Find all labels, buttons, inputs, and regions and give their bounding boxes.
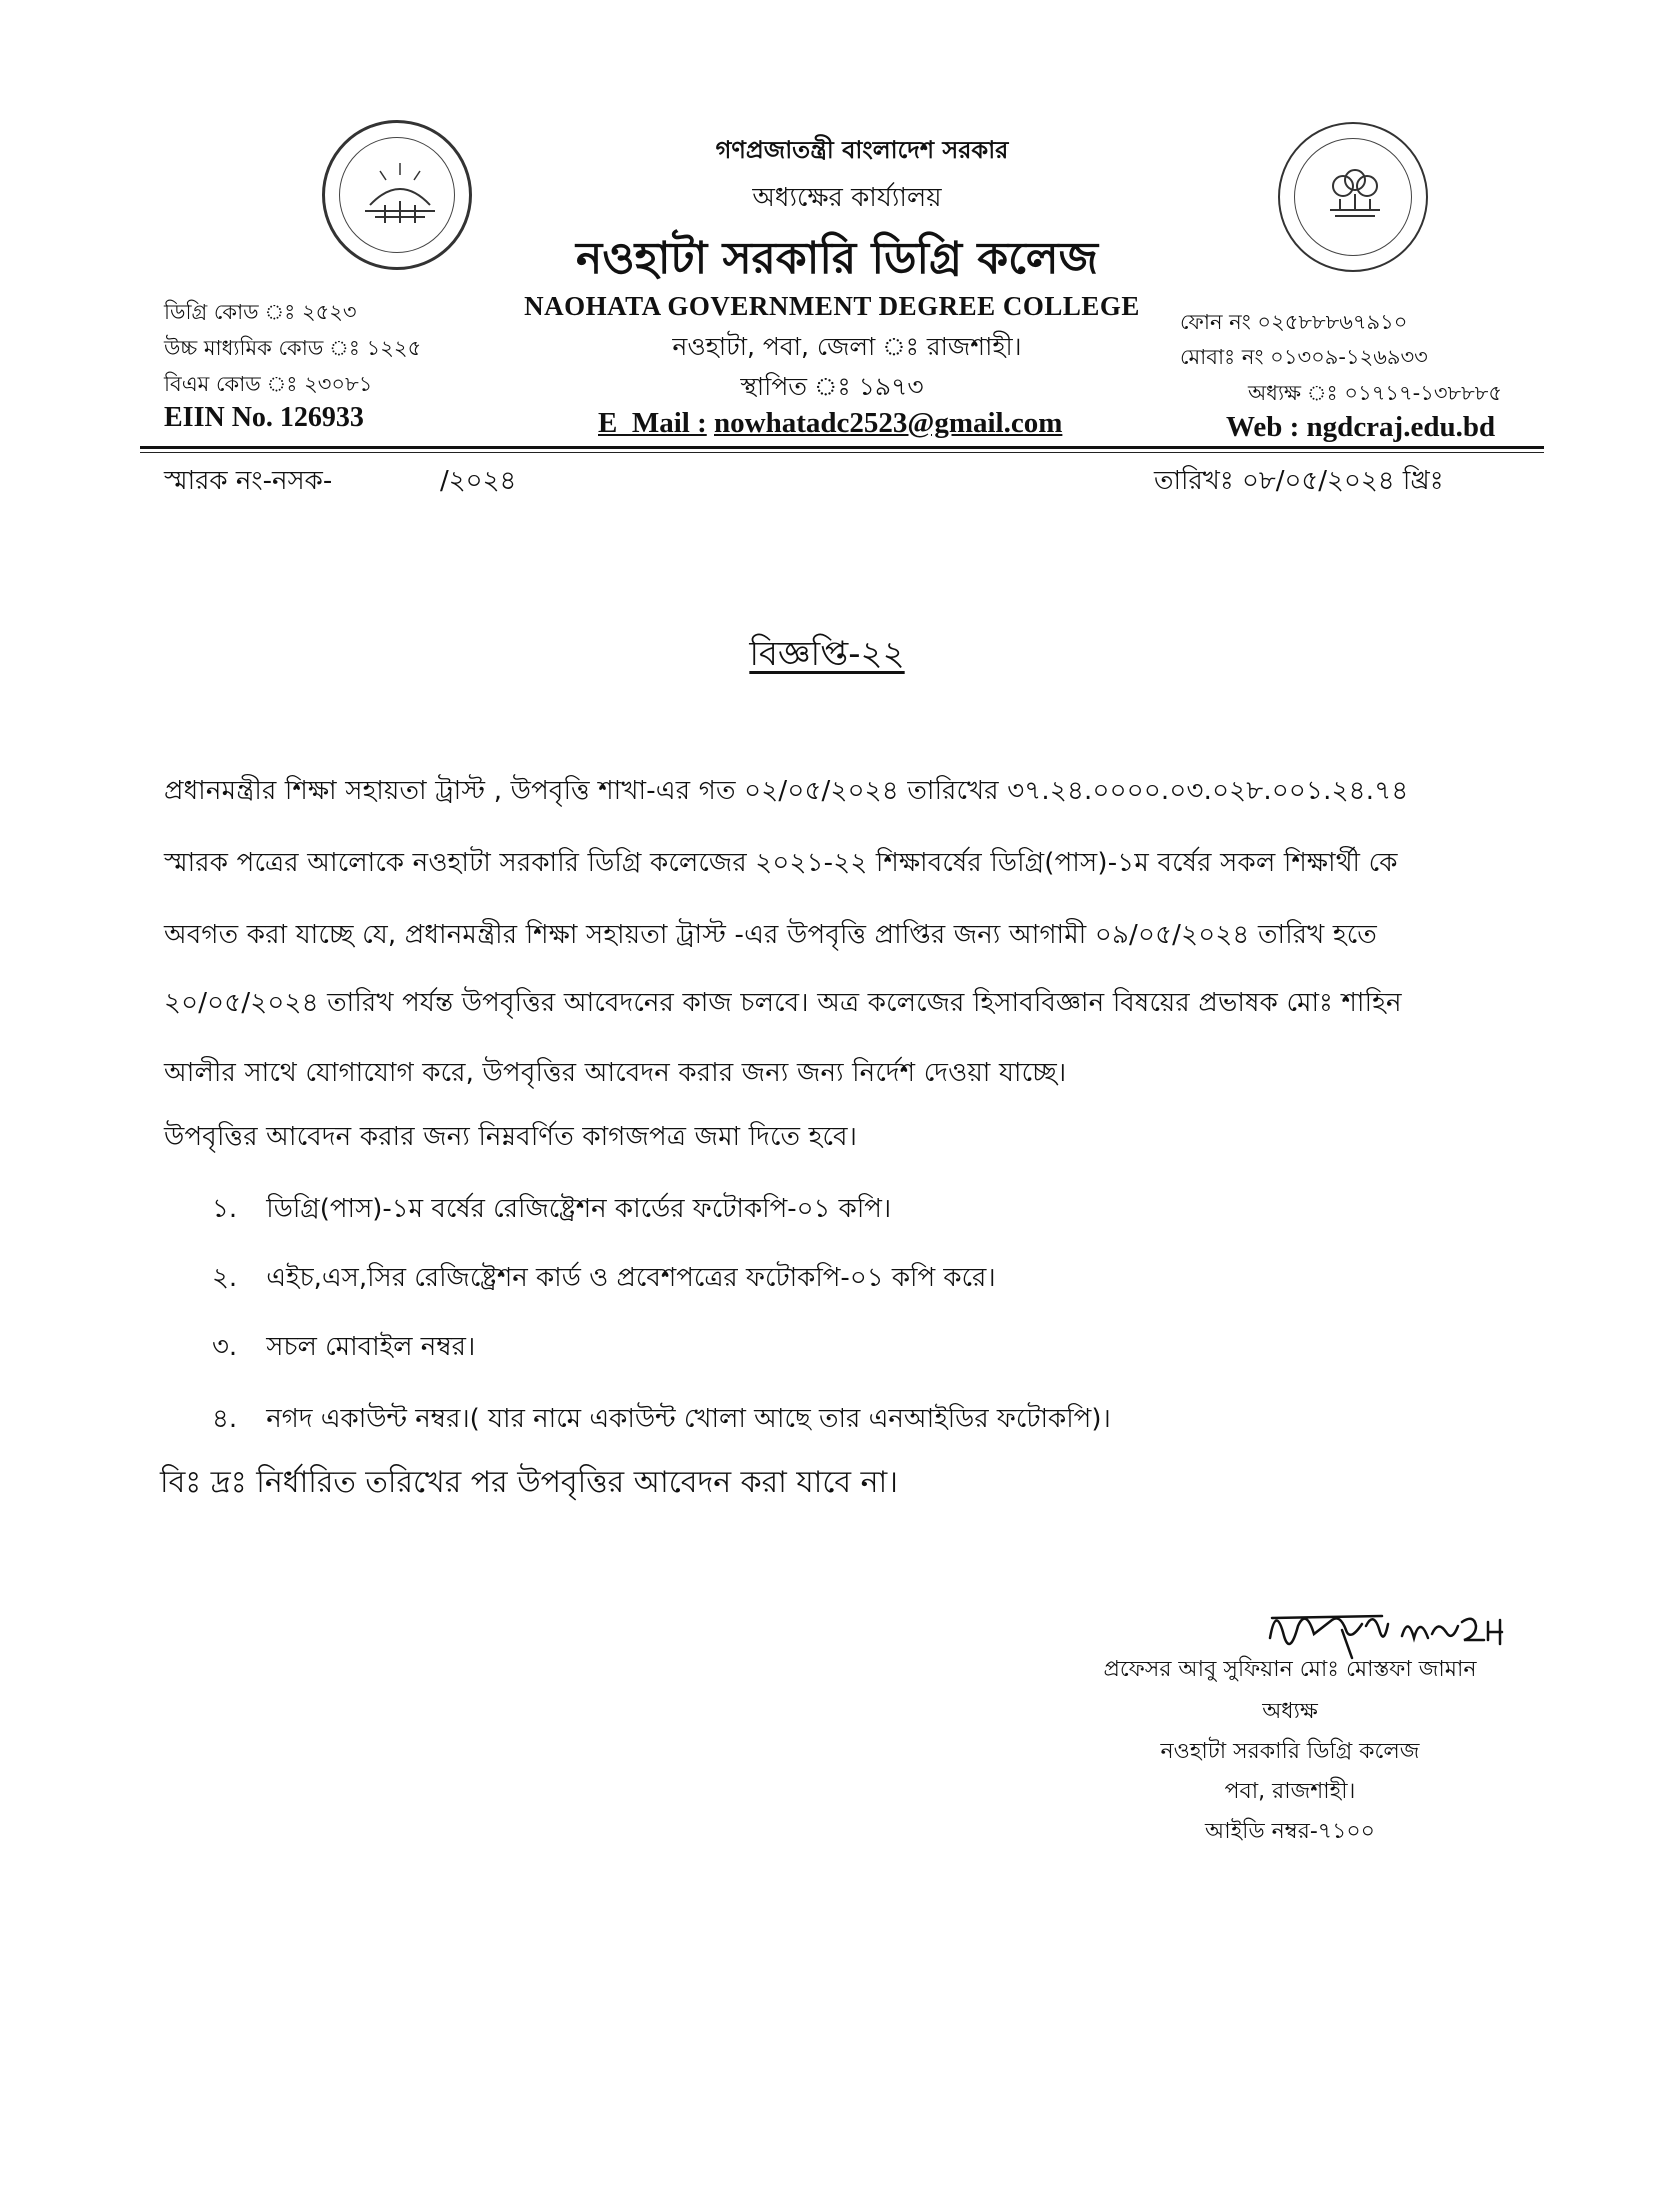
list-item-number: ১. [212,1194,238,1224]
email-line [598,407,1062,440]
bm-code: বিএম কোড ঃ ২৩০৮১ [164,372,373,396]
notice-title: বিজ্ঞপ্তি-২২ [749,634,905,674]
established-year: স্থাপিত ঃ ১৯৭৩ [740,372,924,401]
signatory-designation: অধ্যক্ষ [1262,1699,1318,1724]
email-address[interactable]: nowhatadc2523@gmail.com [714,407,1063,439]
college-address: নওহাটা, পবা, জেলা ঃ রাজশাহী। [672,332,1022,361]
list-item [212,1326,475,1370]
office-line: অধ্যক্ষের কার্য্যালয় [752,183,942,213]
list-item-number: ৪. [212,1404,238,1434]
memo-date: তারিখঃ ০৮/০৫/২০২৪ খ্রিঃ [1154,466,1444,496]
list-item [212,1257,996,1301]
list-item [212,1398,1111,1442]
memo-year: /২০২৪ [440,466,517,496]
mobile-number: মোবাঃ নং ০১৩০৯-১২৬৯৩৩ [1180,345,1428,369]
nb-note: বিঃ দ্রঃ নির্ধারিত তরিখের পর উপবৃত্তির আবেদন করা যাবে না। [160,1465,898,1500]
signatory-name: প্রফেসর আবু সুফিয়ান মোঃ মোস্তফা জামান [1103,1657,1477,1682]
government-line: গণপ্রজাতন্ত্রী বাংলাদেশ সরকার [715,136,1009,164]
memo-number: স্মারক নং-নসক- [164,466,333,496]
email-label: E_Mail : [598,407,707,439]
list-item-number: ২. [212,1263,238,1293]
header-divider-thin [140,452,1544,453]
phone-number: ফোন নং ০২৫৮৮৮৬৭৯১০ [1180,310,1408,334]
body-line-5: আলীর সাথে যোগাযোগ করে, উপবৃত্তির আবেদন করার জন্য জন্য নির্দেশ দেওয়া যাচ্ছে। [164,1058,1067,1088]
signatory-college: নওহাটা সরকারি ডিগ্রি কলেজ [1160,1739,1420,1764]
degree-code: ডিগ্রি কোড ঃ ২৫২৩ [164,300,357,324]
hsc-code: উচ্চ মাধ্যমিক কোড ঃ ১২২৫ [164,336,422,360]
list-item-text: ডিগ্রি(পাস)-১ম বর্ষের রেজিষ্ট্রেশন কার্ডের ফটোকপি-০১ কপি। [266,1194,892,1224]
list-item [212,1188,891,1232]
body-line-2: স্মারক পত্রের আলোকে নওহাটা সরকারি ডিগ্রি কলেজের ২০২১-২২ শিক্ষাবর্ষের ডিগ্রি(পাস)-১ম বর্ষের সকল শিক্ষার্থী কে [164,848,1398,878]
signatory-location: পবা, রাজশাহী। [1224,1779,1356,1804]
signatory-id: আইডি নম্বর-৭১০০ [1205,1819,1375,1844]
college-name-english: NAOHATA GOVERNMENT DEGREE COLLEGE [524,291,1140,321]
list-item-text: নগদ একাউন্ট নম্বর।( যার নামে একাউন্ট খোলা আছে তার এনআইডির ফটোকপি)। [266,1404,1111,1434]
header-divider [140,446,1544,449]
list-item-text: এইচ,এস,সির রেজিষ্ট্রেশন কার্ড ও প্রবেশপত্রের ফটোকপি-০১ কপি করে। [266,1263,996,1293]
list-item-text: সচল মোবাইল নম্বর। [266,1332,476,1362]
body-line-3: অবগত করা যাচ্ছে যে, প্রধানমন্ত্রীর শিক্ষা সহায়তা ট্রাস্ট -এর উপবৃত্তি প্রাপ্তির জন্য আগামী ০৯/০৫/২০২৪ তারিখ হতে [164,920,1377,950]
college-name-bangla: নওহাটা সরকারি ডিগ্রি কলেজ [576,233,1098,284]
body-line-4: ২০/০৫/২০২৪ তারিখ পর্যন্ত উপবৃত্তির আবেদনের কাজ চলবে। অত্র কলেজের হিসাববিজ্ঞান বিষয়ের প্রভাষক মোঃ শাহিন [164,988,1402,1018]
principal-phone: অধ্যক্ষ ঃ ০১৭১৭-১৩৮৮৮৫ [1248,381,1502,405]
documents-intro: উপবৃত্তির আবেদন করার জন্য নিম্নবর্ণিত কাগজপত্র জমা দিতে হবে। [164,1122,858,1152]
list-item-number: ৩. [212,1332,238,1362]
website[interactable]: Web : ngdcraj.edu.bd [1226,411,1496,443]
eiin-number: EIIN No. 126933 [164,402,364,433]
body-line-1: প্রধানমন্ত্রীর শিক্ষা সহায়তা ট্রাস্ট , উপবৃত্তি শাখা-এর গত ০২/০৫/২০২৪ তারিখের ৩৭.২৪.০০০০.০৩.০২৮.০০১.২৪.৭৪ [164,776,1409,806]
